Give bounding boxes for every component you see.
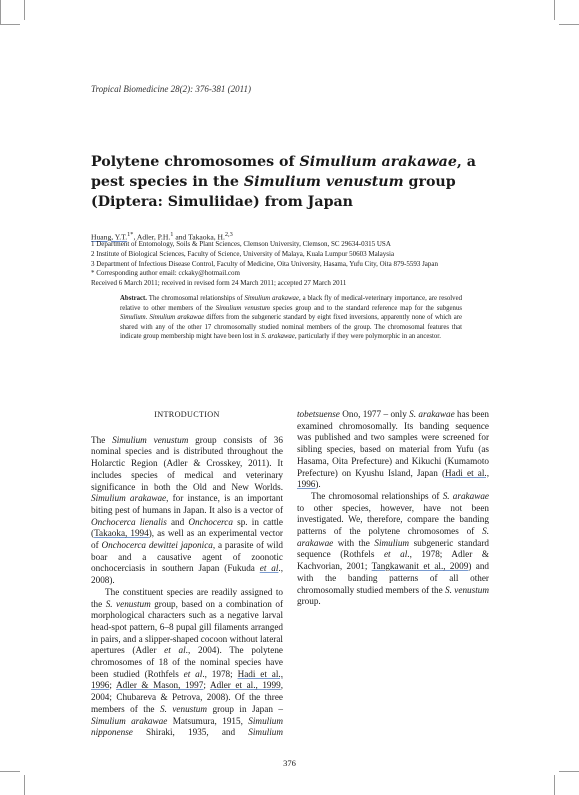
citation-link[interactable]: Hadi et al., 1996 — [297, 467, 489, 490]
intro-paragraph-2: The constituent species are readily assigned to the S. venustum group, based on a combination of morphological characters such as a negative larval head-spot pattern, 6–8 pupal gill filaments arranged in pairs, and a slipper-shaped cocoon without lateral apertures (Adler et al., 2004). The polytene chromosomes of 18 of the nominal species have been studied (Rothfels et al., 1978; Hadi et al., 1996; Adler & Mason, 1997; Adler et al., 1999, 2004; Chubareva & Petrova, 2008). Of the three members of the S. venustum group in Japan – Simulium arakawae Matsumura, 1915, Simulium nipponense Shiraki, 1935, and Simulium tobetsuense Ono, 1977 – only S. arakawae has been examined chromosomally. Its banding sequence was published and two samples were screened for sibling species, based on material from Yufu (as Hasama, Oita Prefecture) and Kikuchi (Kumamoto Prefecture) on Kyushu Island, Japan (Hadi et al., 1996). — [91, 409, 490, 738]
author-link[interactable]: Huang, Y.T. — [91, 232, 128, 242]
received-dates: Received 6 March 2011; received in revised form 24 March 2011; accepted 27 March 2011 — [91, 279, 347, 288]
affiliation-2: 2 Institute of Biological Sciences, Faculty of Science, University of Malaya, Kuala Lumpur 50603 Malaysia — [91, 249, 395, 258]
citation-link[interactable]: et al — [259, 563, 279, 574]
page-number: 376 — [283, 758, 296, 768]
crop-mark — [24, 0, 25, 20]
crop-mark — [559, 771, 579, 772]
crop-mark — [559, 24, 579, 25]
crop-mark — [554, 775, 555, 795]
intro-paragraph-1: The Simulium venustum group consists of 36 nominal species and is distributed throughout the Holarctic Region (Adler & Crosskey, 2011). It includes species of medical and veterinary significance in both the Old and New Worlds. Simulium arakawae, for instance, is an important biting pest of humans in Japan. It also is a vector of Onchocerca lienalis and Onchocerca sp. in cattle (Takaoka, 1994), as well as an experimental vector of Onchocerca dewittei japonica, a parasite of wild boar and a causative agent of zoonotic onchocerciasis in southern Japan (Fukuda et al., 2008). — [91, 434, 284, 586]
affiliation-1: 1 Department of Entomology, Soils & Plant Sciences, Clemson University, Clemson, SC 29634-0315 USA — [91, 240, 391, 248]
article-title: Polytene chromosomes of Simulium arakawae, a pest species in the Simulium venustum group (Diptera: Simuliidae) from Japan — [91, 154, 476, 210]
author-list: Huang, Y.T.$^{1*}$, Adler, P.H.$^1$ and Takaoka, H.$^{2,3}$ — [91, 231, 233, 242]
intro-paragraph-3: The chromosomal relationships of S. arakawae to other species, however, have not been investigated. We, therefore, compare the banding patterns of the polytene chromosomes of S. arakawae with the Simulium subgeneric standard sequence (Rothfels et al., 1978; Adler & Kachvorian, 2001; Tangkawanit et al., 2009) and with the banding patterns of all other chromosomally studied members of the S. venustum group. — [297, 490, 490, 607]
citation-link[interactable]: Tangkawanit et al., 2009 — [371, 561, 469, 572]
affiliation-3: 3 Department of Infectious Disease Control, Faculty of Medicine, Oita University, Hasama, Yufu City, Oita 879-5593 Japan — [91, 259, 439, 268]
corresponding-author: * Corresponding author email: cckaky@hotmail.com — [91, 269, 240, 278]
citation-link[interactable]: Adler & Mason, 1997 — [115, 680, 204, 691]
citation-link[interactable]: Takaoka, 1994 — [94, 528, 149, 539]
crop-mark — [0, 0, 1, 24]
affiliations — [91, 240, 495, 289]
crop-mark — [0, 24, 20, 25]
body-columns — [91, 409, 489, 743]
crop-mark — [24, 775, 25, 795]
citation-link[interactable]: Hadi et al., 1996 — [91, 668, 283, 691]
citation-link[interactable]: Adler et al., 1999 — [209, 680, 281, 691]
crop-mark — [554, 0, 555, 20]
abstract: Abstract. The chromosomal relationships of Simulium arakawae, a black fly of medical-veterinary importance, are resolved relative to other members of the Simulium venustum species group and to the standard reference map for the subgenus Simulium. Simulium arakawae differs from the subgeneric standard by eight fixed inversions, apparently none of which are shared with any of the other 17 chromosomally studied nominal members of the group. The chromosomal features that indicate group membership might have been lost in S. arakawae, particularly if they were polymorphic in an ancestor. — [120, 295, 462, 341]
crop-mark — [0, 771, 20, 772]
section-heading: INTRODUCTION — [154, 410, 220, 419]
journal-citation: Tropical Biomedicine 28(2): 376-381 (2011) — [91, 84, 251, 94]
